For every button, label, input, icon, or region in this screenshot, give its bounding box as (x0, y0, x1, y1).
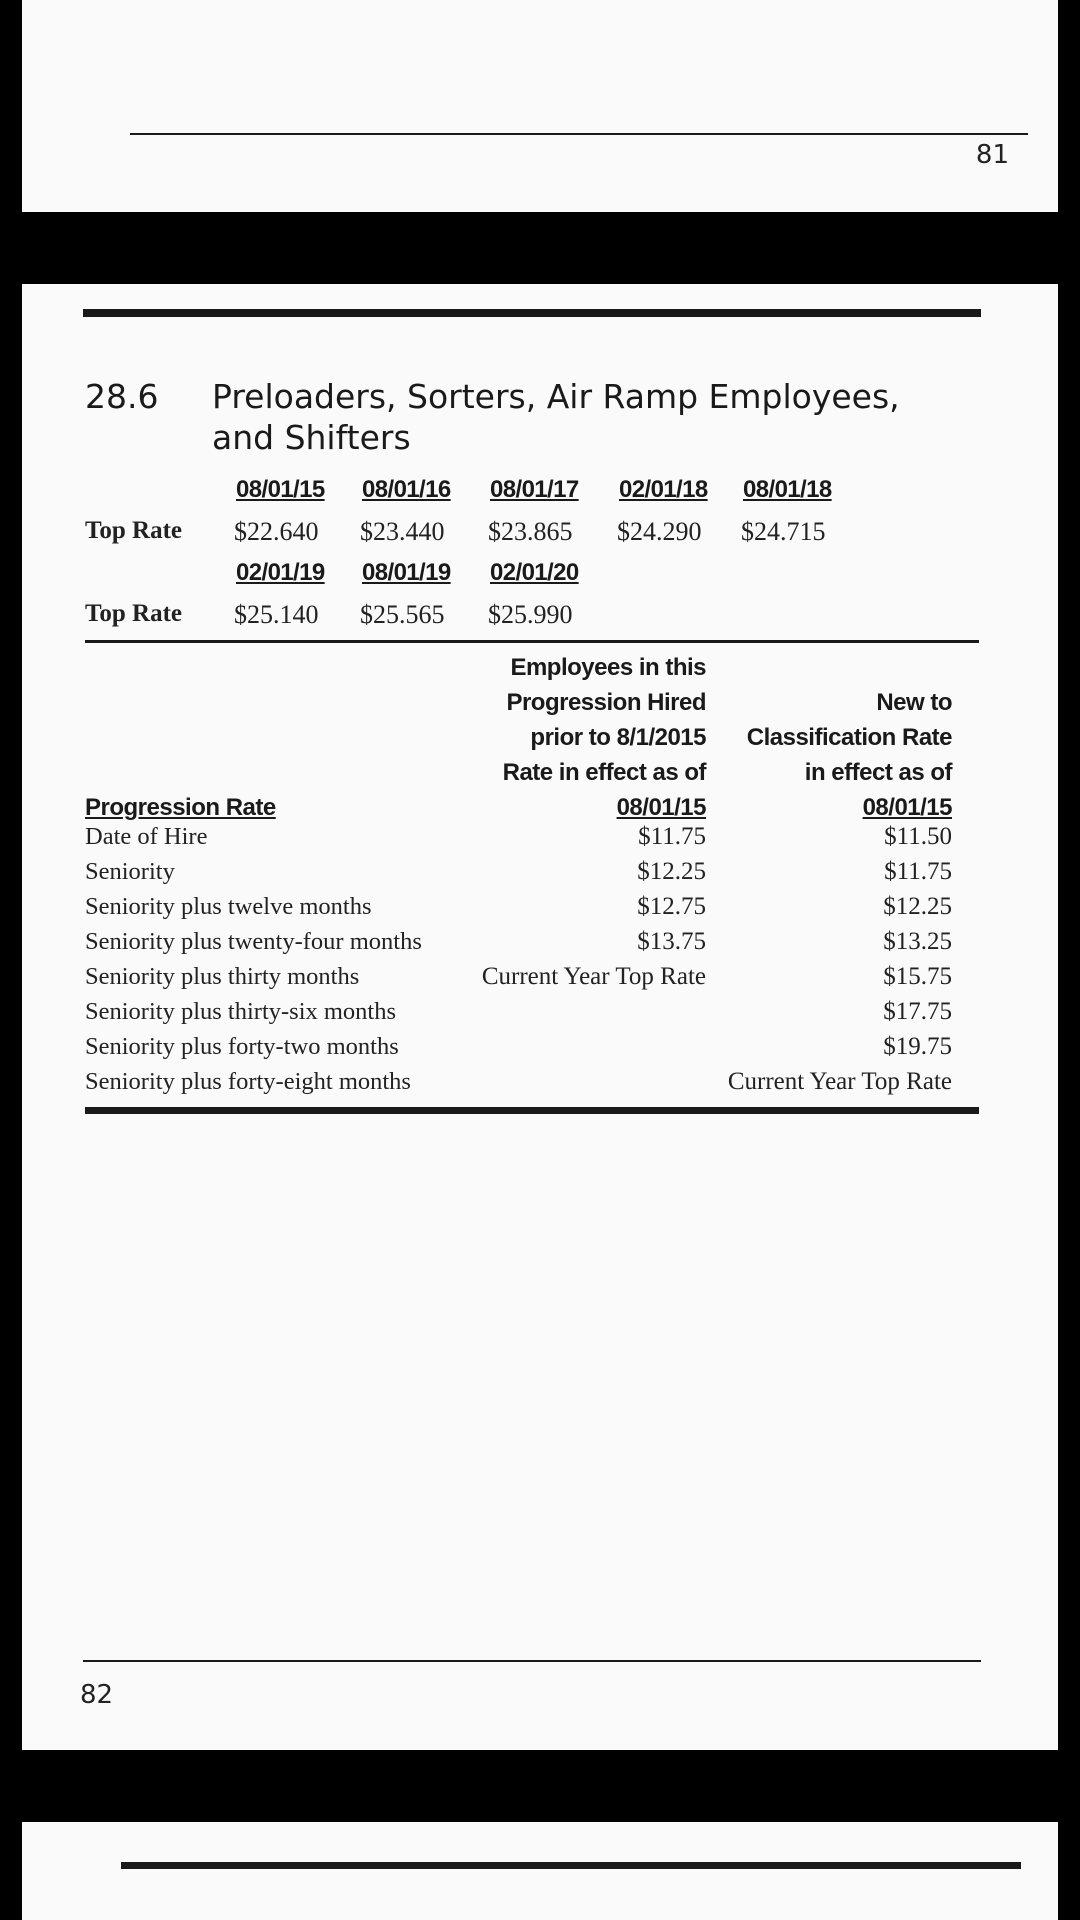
new-rate: Current Year Top Rate (727, 1068, 952, 1095)
top-rate-value: $23.865 (488, 517, 573, 546)
row-label: Seniority plus thirty months (85, 963, 360, 990)
header-rule (121, 1862, 1021, 1869)
top-rate-value: $22.640 (234, 517, 319, 546)
top-rate-value: $23.440 (360, 517, 445, 546)
new-rate: $19.75 (883, 1033, 952, 1060)
row-label: Date of Hire (85, 823, 208, 850)
footer-rule (83, 1660, 981, 1662)
prior-rate: $11.75 (638, 823, 706, 850)
rate-date: 02/01/19 (236, 559, 325, 586)
rate-date: 08/01/15 (236, 476, 325, 503)
header-rule (83, 309, 981, 317)
header-line: 08/01/15 (862, 794, 952, 821)
rate-date: 02/01/18 (619, 476, 708, 503)
top-rate-label: Top Rate (85, 517, 183, 544)
table-bottom-rule (85, 1107, 979, 1114)
row-label: Seniority plus thirty-six months (85, 998, 397, 1025)
header-line: 08/01/15 (616, 794, 706, 821)
rate-date: 08/01/19 (362, 559, 451, 586)
row-label: Seniority plus forty-eight months (85, 1068, 411, 1095)
header-line: New to (876, 689, 952, 716)
rate-date: 02/01/20 (490, 559, 579, 586)
new-rate: $17.75 (883, 998, 952, 1025)
section-title-line1: Preloaders, Sorters, Air Ramp Employees, (212, 377, 900, 416)
top-rate-value: $25.990 (488, 600, 573, 629)
rate-date: 08/01/18 (743, 476, 832, 503)
next-page-fragment (22, 1822, 1058, 1920)
page-number: 82 (80, 1680, 114, 1710)
top-rate-label: Top Rate (85, 600, 183, 627)
row-label: Seniority plus twelve months (85, 893, 372, 920)
new-rate: $11.75 (884, 858, 952, 885)
prior-rate: $13.75 (637, 928, 706, 955)
top-rate-value: $24.715 (741, 517, 826, 546)
new-rate: $12.25 (883, 893, 952, 920)
progression-rate-header: Progression Rate (85, 794, 276, 821)
top-rate-value: $25.140 (234, 600, 319, 629)
row-label: Seniority (85, 858, 175, 885)
prior-rate: $12.25 (637, 858, 706, 885)
section-title-line2: and Shifters (212, 418, 411, 457)
new-classification-column-header (712, 685, 952, 825)
header-line: Classification Rate (746, 724, 952, 751)
page-number: 81 (975, 140, 1009, 170)
prior-rate: $12.75 (637, 893, 706, 920)
new-rate: $15.75 (883, 963, 952, 990)
prior-rate: Current Year Top Rate (481, 963, 706, 990)
header-line: Rate in effect as of (502, 759, 706, 786)
header-line: Employees in this (510, 654, 706, 681)
main-page (22, 284, 1058, 1750)
section-number: 28.6 (85, 377, 159, 416)
rate-date: 08/01/16 (362, 476, 451, 503)
rate-date: 08/01/17 (490, 476, 579, 503)
new-rate: $13.25 (883, 928, 952, 955)
table-top-rule (85, 640, 979, 643)
top-rate-value: $24.290 (617, 517, 702, 546)
new-rate: $11.50 (884, 823, 952, 850)
previous-page-fragment (22, 0, 1058, 212)
row-label: Seniority plus twenty-four months (85, 928, 422, 955)
header-line: in effect as of (804, 759, 952, 786)
row-label: Seniority plus forty-two months (85, 1033, 399, 1060)
header-line: Progression Hired (506, 689, 706, 716)
top-rate-value: $25.565 (360, 600, 445, 629)
header-line: prior to 8/1/2015 (530, 724, 706, 751)
footer-rule (130, 133, 1028, 135)
prior-hire-column-header (406, 650, 706, 825)
